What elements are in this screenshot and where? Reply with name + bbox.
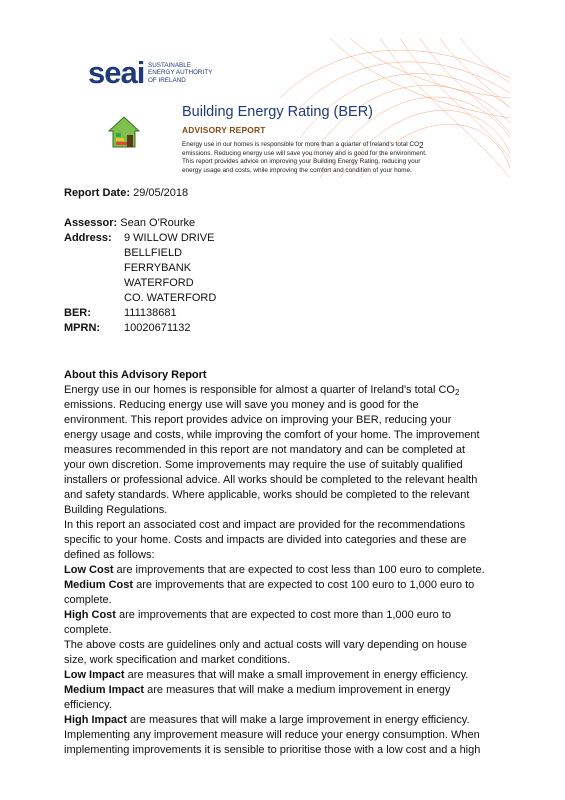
mprn-label: MPRN:	[64, 322, 101, 334]
report-date-line	[64, 186, 504, 201]
guideline-line: size, work specification and market conditions.	[64, 654, 291, 666]
report-date-value: 29/05/2018	[133, 187, 189, 199]
closing-line: implementing improvements it is sensible to prioritise those with a low cost and a high	[64, 744, 481, 756]
mprn-row	[64, 321, 504, 336]
address-row	[64, 231, 504, 246]
mprn-number: 10020671132	[124, 322, 191, 334]
ber-row	[64, 306, 504, 321]
closing-line: Implementing any improvement measure will reduce your energy consumption. When	[64, 729, 480, 741]
assessor-name: Sean O'Rourke	[120, 217, 196, 229]
medium-impact-definition: Medium Impact are measures that will make a medium improvement in energy	[64, 684, 451, 696]
high-cost-definition-cont: complete.	[64, 624, 112, 636]
high-cost-definition: High Cost are improvements that are expected to cost more than 1,000 euro to	[64, 609, 452, 621]
assessor-details	[64, 216, 504, 336]
ber-title: Building Energy Rating (BER)	[182, 104, 374, 120]
logo-wordmark: seai	[88, 55, 145, 90]
ber-number: 111138681	[124, 307, 177, 319]
about-intro-line: measures recommended in this report are not mandatory and can be completed at	[64, 444, 466, 456]
about-intro-line: your own discretion. Some improvements may require the use of suitably qualified	[64, 459, 463, 471]
assessor-label: Assessor:	[64, 217, 118, 229]
about-heading: About this Advisory Report	[64, 369, 207, 381]
medium-cost-definition-cont: complete.	[64, 594, 112, 606]
about-intro-line: Energy use in our homes is responsible for almost a quarter of Ireland's total $CO_2$	[64, 384, 460, 397]
address-line: CO. WATERFORD	[124, 292, 217, 304]
low-cost-definition: Low Cost are improvements that are expected to cost less than 100 euro to complete.	[64, 564, 485, 576]
about-section	[64, 368, 504, 758]
address-label: Address:	[64, 232, 112, 244]
header-description: Energy use in our homes is responsible for more than a quarter of Ireland's total $CO_2$ emissions. Reducing energy use will save you money and is good for the environment. This report provides advice on improving your Building Energy Rating, reducing your energy usage and costs, while improving the comfort and condition of your home.	[182, 141, 427, 174]
about-intro-line: energy usage and costs, while improving the comfort of your home. The improvement	[64, 429, 480, 441]
ber-label: BER:	[64, 307, 91, 319]
cost-intro-line: defined as follows:	[64, 549, 155, 561]
medium-cost-definition: Medium Cost are improvements that are expected to cost 100 euro to 1,000 euro to	[64, 579, 475, 591]
advisory-report-subtitle: ADVISORY REPORT	[182, 125, 266, 135]
address-line: WATERFORD	[124, 277, 194, 289]
about-intro-line: installers or professional advice. All works should be completed to the relevant health	[64, 474, 478, 486]
high-impact-definition: High Impact are measures that will make a large improvement in energy efficiency.	[64, 714, 470, 726]
address-line: BELLFIELD	[124, 247, 183, 259]
address-line: FERRYBANK	[124, 262, 192, 274]
about-intro-line: and safety standards. Where applicable, works should be completed to the relevant	[64, 489, 470, 501]
report-header	[0, 0, 565, 180]
logo-subtitle: SUSTAINABLE ENERGY AUTHORITY OF IRELAND	[148, 62, 213, 84]
cost-intro-line: In this report an associated cost and impact are provided for the recommendations	[64, 519, 466, 531]
report-date-label: Report Date:	[64, 187, 131, 199]
cost-intro-line: specific to your home. Costs and impacts are divided into categories and these are	[64, 534, 467, 546]
guideline-line: The above costs are guidelines only and actual costs will vary depending on house	[64, 639, 467, 651]
medium-impact-definition-cont: efficiency.	[64, 699, 112, 711]
about-intro-line: environment. This report provides advice on improving your BER, reducing your	[64, 414, 452, 426]
about-intro-line: Building Regulations.	[64, 504, 168, 516]
low-impact-definition: Low Impact are measures that will make a small improvement in energy efficiency.	[64, 669, 469, 681]
assessor-row	[64, 216, 504, 231]
house-energy-icon	[105, 113, 143, 151]
address-line: 9 WILLOW DRIVE	[124, 232, 215, 244]
about-intro-line: emissions. Reducing energy use will save you money and is good for the	[64, 399, 419, 411]
